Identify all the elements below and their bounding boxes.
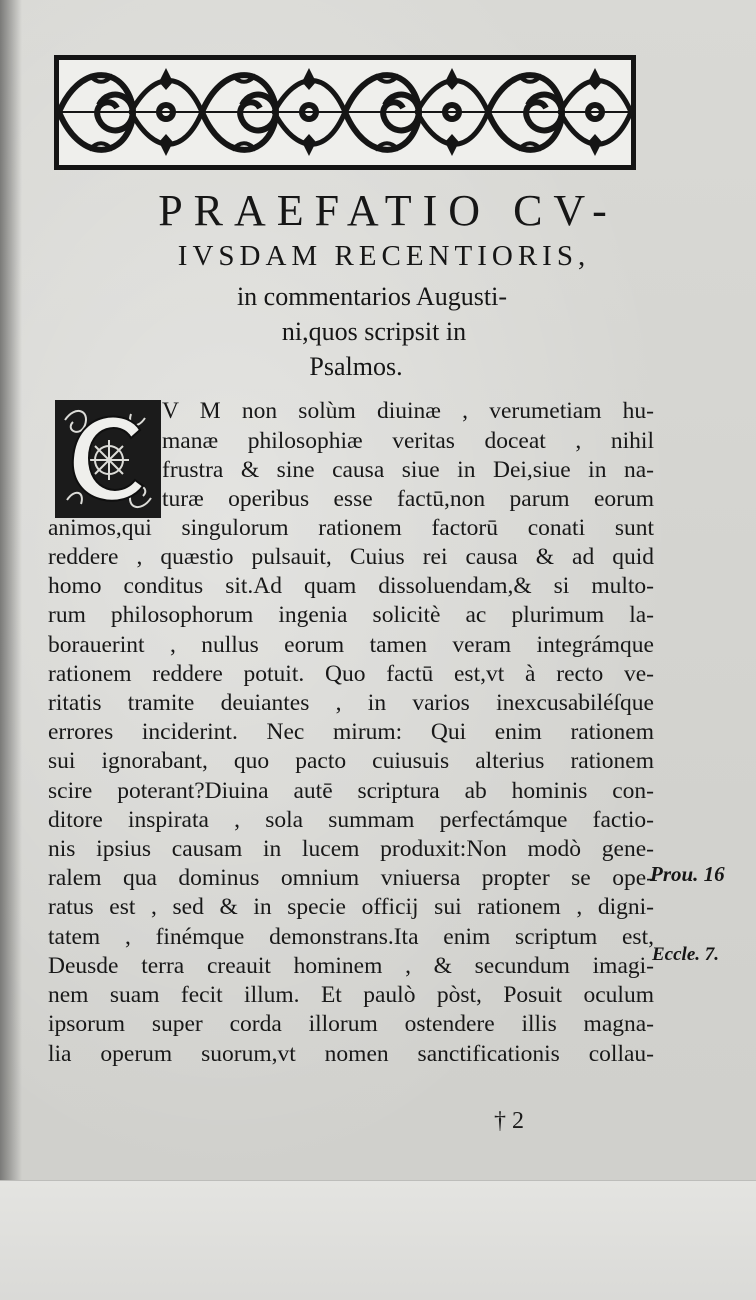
decorated-initial-c-icon [55,400,161,518]
page-bottom-edge [0,1180,756,1300]
body-line-13: sui ignorabant, quo pacto cuiusuis alterius rationem [48,748,654,774]
margin-note-prou: Prou. 16 [650,862,725,886]
body-line-12: errores inciderint. Nec mirum: Qui enim rationem [48,719,654,745]
body-line-6: reddere , quæstio pulsauit, Cuius rei causa & ad quid [48,544,654,570]
body-line-17: ralem qua dominus omnium vniuersa propter se ope- [48,865,654,891]
signature-mark: † 2 [494,1108,524,1134]
body-line-2: manæ philosophiæ veritas doceat , nihil [162,428,654,454]
title-line-4: ni,quos scripsit in [281,317,467,346]
body-line-11: ritatis tramite deuiantes , in varios inexcusabiléſque [48,690,654,716]
body-line-3: frustra & sine causa siue in Dei,siue in na- [162,457,654,483]
body-line-8: rum philosophorum ingenia solicitè ac plurimum la- [48,602,654,628]
body-line-16: nis ipsius causam in lucem produxit:Non modò gene- [48,836,654,862]
arabesque-ornament-band-icon [59,60,631,165]
body-line-4: turæ operibus esse factū,non parum eorum [162,486,654,512]
body-line-21: nem suam fecit illum. Et paulò pòst, Posuit oculum [48,982,654,1008]
title-line-2: IVSDAM RECENTIORIS, [177,240,591,272]
body-line-22: ipsorum super corda illorum ostendere illis magna- [48,1011,654,1037]
header-ornament [54,55,636,170]
margin-note-eccle: Eccle. 7. [652,944,720,965]
body-line-7: homo conditus sit.Ad quam dissoluendam,& si multo- [48,573,654,599]
title-line-5: Psalmos. [309,352,403,381]
body-line-14: scire poterant?Diuina autē scriptura ab hominis con- [48,778,654,804]
initial-letter [55,400,161,518]
body-line-1: V M non solùm diuinæ , verumetiam hu- [162,398,654,424]
body-line-19: tatem , finémque demonstrans.Ita enim scriptum est, [48,924,654,950]
body-line-20: Deusde terra creauit hominem , & secundum imagi- [48,953,654,979]
title-line-1: PRAEFATIO CV- [158,186,618,235]
body-line-10: rationem reddere potuit. Quo factū est,vt à recto ve- [48,661,654,687]
body-line-9: borauerint , nullus eorum tamen veram integrámque [48,632,654,658]
body-line-15: ditore inspirata , sola summam perfectámque factio- [48,807,654,833]
body-line-5: animos,qui singulorum rationem factorū conati sunt [48,515,654,541]
body-line-23: lia operum suorum,vt nomen sanctificationis collau- [48,1041,654,1067]
title-line-3: in commentarios Augusti- [236,282,508,311]
body-line-18: ratus est , sed & in specie officij sui rationem , digni- [48,894,654,920]
